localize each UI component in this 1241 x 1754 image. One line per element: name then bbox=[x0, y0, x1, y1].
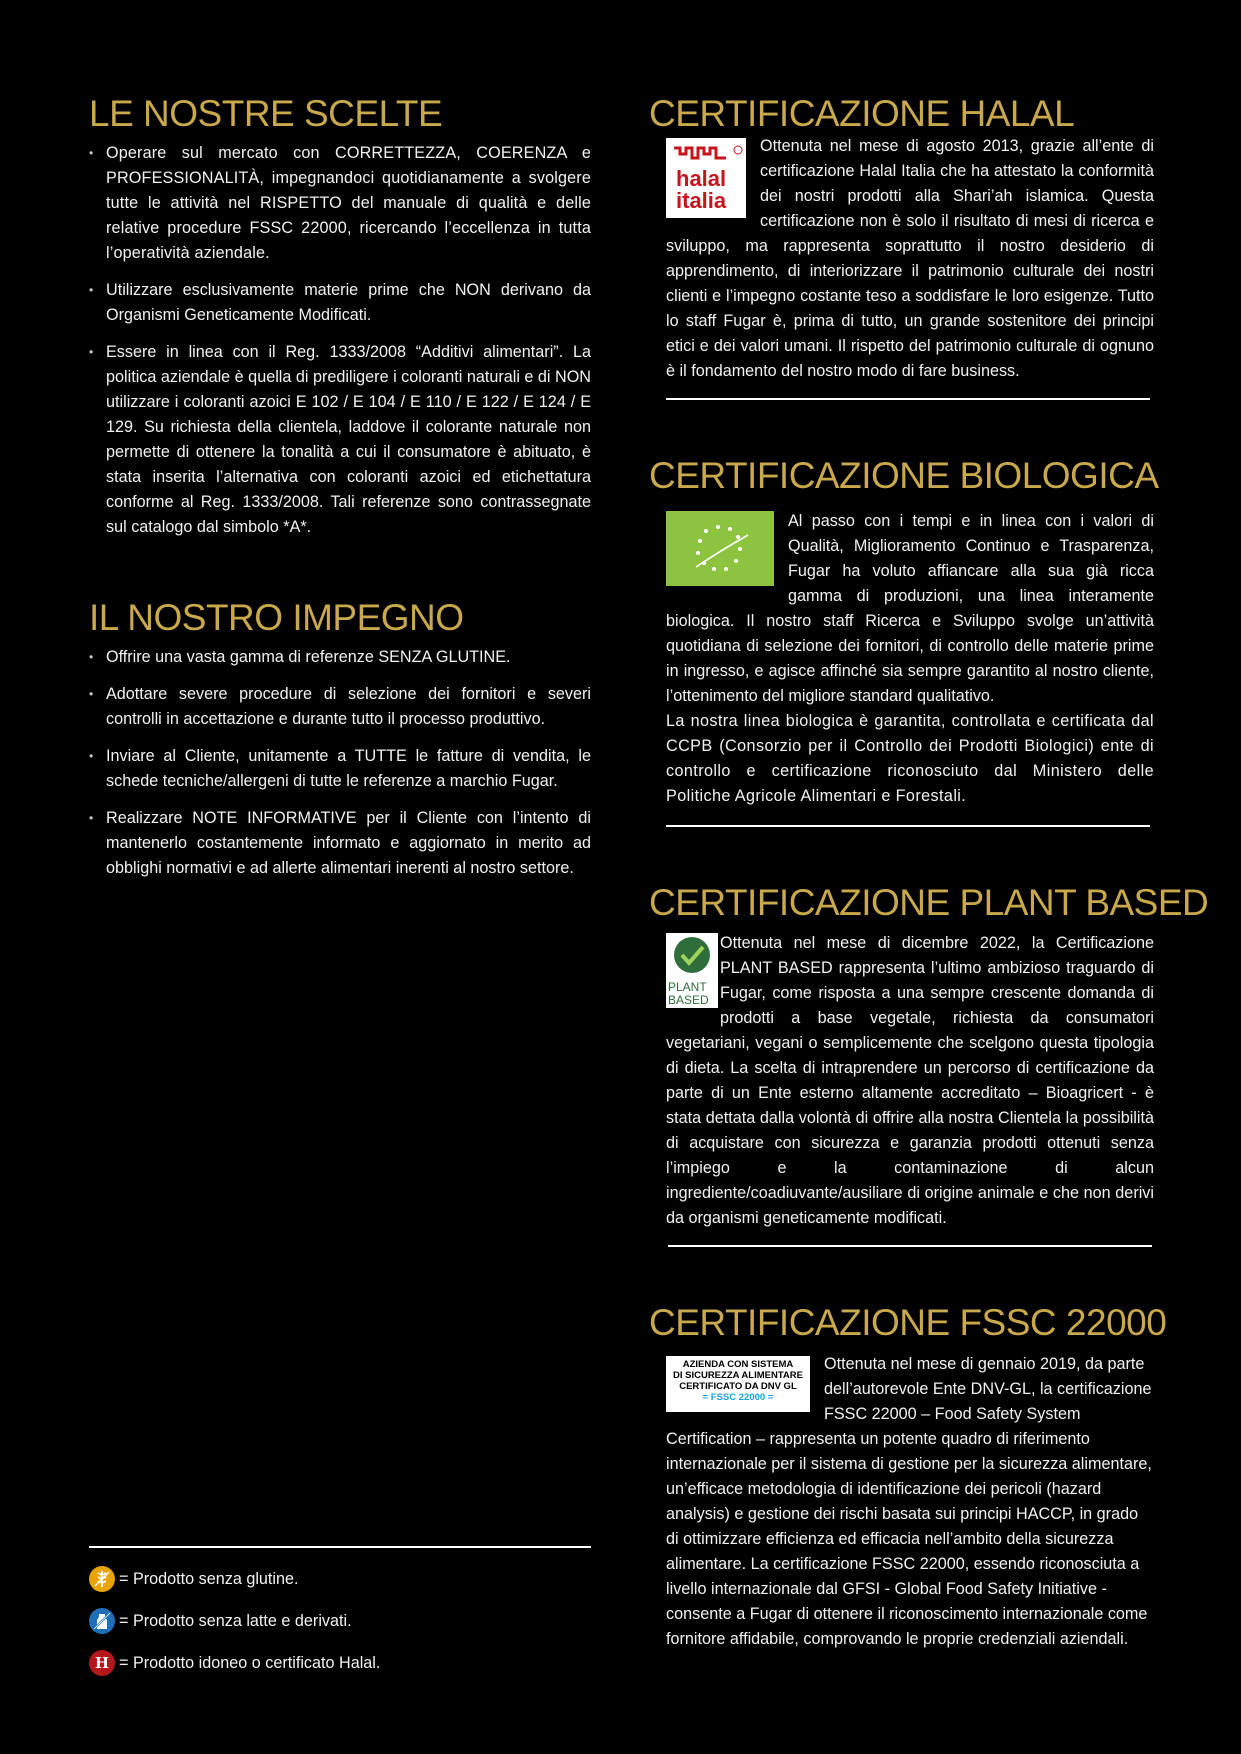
left-column bbox=[89, 92, 591, 893]
fssc-text: Ottenuta nel mese di gennaio 2019, da parte dell’autorevole Ente DNV-GL, la certificazione FSSC 22000 – Food Safety System Certification – rappresenta un potente quadro di riferimento internazionale per il sistema di gestione per la sicurezza alimentare, un’efficace metodologia di identificazione dei pericoli (hazard analysis) e gestione dei rischi basata sui principi HACCP, in grado di ottimizzare efficienza ed efficacia nell’ambito della sicurezza alimentare. La certificazione FSSC 22000, essendo riconosciuta a livello internazionale dal GFSI - Global Food Safety Initiative - consente a Fugar di ottenere il riconoscimento internazionale come fornitore affidabile, comprovando le proprie credenziali aziendali. bbox=[666, 1355, 1152, 1648]
bio-title: CERTIFICAZIONE BIOLOGICA bbox=[649, 455, 1159, 496]
italia-logo-text: italia bbox=[676, 188, 727, 213]
plant-section bbox=[666, 931, 1154, 1231]
legend-text: = Prodotto senza glutine. bbox=[119, 1569, 299, 1588]
legend-gluten-free bbox=[89, 1566, 591, 1592]
lactose-free-icon bbox=[89, 1608, 115, 1634]
right-column bbox=[649, 92, 1209, 1652]
fssc-title: CERTIFICAZIONE FSSC 22000 bbox=[649, 1302, 1167, 1343]
bio-text-2: La nostra linea biologica è garantita, controllata e certificata dal CCPB (Consorzio per il Controllo dei Prodotti Biologici) ente di controllo e certificazione riconosciuto dal Ministero delle Politiche Agricole Alimentari e Forestali. bbox=[666, 712, 1154, 805]
halal-divider bbox=[666, 398, 1150, 400]
list-item: • Offrire una vasta gamma di referenze SENZA GLUTINE. bbox=[89, 645, 591, 670]
halal-logo-text: halal bbox=[676, 166, 727, 191]
choices-list bbox=[89, 141, 591, 540]
list-item: • Operare sul mercato con CORRETTEZZA, COERENZA e PROFESSIONALITÀ, impegnandoci quotidianamente a svolgere tutte le attività nel RISPETTO del manuale di qualità e delle relative procedure FSSC 22000, ricercando l’eccellenza in tutta l’operatività aziendale. bbox=[89, 141, 591, 266]
eu-organic-leaf-logo bbox=[666, 511, 774, 586]
legend bbox=[89, 1546, 591, 1692]
gluten-free-icon bbox=[89, 1566, 115, 1592]
commitment-list bbox=[89, 645, 591, 881]
commitment-title: IL NOSTRO IMPEGNO bbox=[89, 597, 464, 638]
fssc-section bbox=[666, 1352, 1154, 1652]
legend-halal bbox=[89, 1650, 591, 1676]
legend-lactose-free bbox=[89, 1608, 591, 1634]
choices-title: LE NOSTRE SCELTE bbox=[89, 93, 443, 134]
halal-italia-logo bbox=[666, 138, 746, 218]
based-logo-text: BASED bbox=[668, 993, 709, 1007]
halal-h-icon bbox=[89, 1650, 115, 1676]
bio-divider bbox=[666, 825, 1150, 827]
fssc-logo-line: DI SICUREZZA ALIMENTARE bbox=[672, 1370, 803, 1381]
halal-text: Ottenuta nel mese di agosto 2013, grazie all’ente di certificazione Halal Italia che ha attestato la conformità dei nostri prodotti alla Shari’ah islamica. Questa certificazione non è solo il risultato di mesi di ricerca e sviluppo, ma rappresenta soprattutto il nostro desiderio di apprendimento, di interiorizzare il patrimonio culturale dei nostri clienti e l’impegno costante teso a soddisfare le loro esigenze. Tutto lo staff Fugar è, prima di tutto, un grande sostenitore dei principi etici e dei valori umani. Il rispetto del patrimonio culturale di ognuno è il fondamento del nostro modo di fare business. bbox=[666, 137, 1154, 380]
fssc-logo-line: CERTIFICATO DA DNV GL bbox=[679, 1381, 797, 1392]
halal-h-glyph: H bbox=[94, 1654, 110, 1672]
legend-text: = Prodotto senza latte e derivati. bbox=[119, 1611, 352, 1630]
list-item: • Essere in linea con il Reg. 1333/2008 “Additivi alimentari”. La politica aziendale è quella di prediligere i coloranti naturali e di NON utilizzare i coloranti azoici E 102 / E 104 / E 110 / E 122 / E 124 / E 129. Su richiesta della clientela, laddove il colorante naturale non permette di ottenere la tonalità a cui il consumatore è abituato, è stata inserita l’alternativa con coloranti azoici ed etichettatura conforme al Reg. 1333/2008. Tali referenze sono contrassegnate sul catalogo dal simbolo *A*. bbox=[89, 340, 591, 540]
bio-section bbox=[666, 509, 1154, 809]
halal-title: CERTIFICAZIONE HALAL bbox=[649, 93, 1075, 134]
legend-text: = Prodotto idoneo o certificato Halal. bbox=[119, 1653, 381, 1672]
list-item: • Inviare al Cliente, unitamente a TUTTE le fatture di vendita, le schede tecniche/allergeni di tutte le referenze a marchio Fugar. bbox=[89, 744, 591, 794]
halal-section bbox=[666, 134, 1154, 384]
plant-divider bbox=[668, 1245, 1152, 1247]
fssc-logo-badge: = FSSC 22000 = bbox=[702, 1392, 774, 1403]
plant-title: CERTIFICAZIONE PLANT BASED bbox=[649, 882, 1209, 923]
dnv-fssc-logo bbox=[666, 1356, 810, 1412]
plant-text: Ottenuta nel mese di dicembre 2022, la Certificazione PLANT BASED rappresenta l’ultimo ambizioso traguardo di Fugar, come risposta a una sempre crescente domanda di prodotti a base vegetale, richiesta da consumatori vegetariani, vegani o semplicemente che scelgono questa tipologia di dieta. La scelta di intraprendere un percorso di certificazione da parte di un Ente esterno altamente accreditato – Bioagricert - è stata dettata dalla volontà di offrire alla nostra Clientela la possibilità di acquistare con sicurezza e garanzia prodotti ottenuti senza l’impiego e la contaminazione di alcun ingrediente/coadiuvante/ausiliare di origine animale e che non derivi da organismi geneticamente modificati. bbox=[666, 934, 1154, 1227]
list-item: • Realizzare NOTE INFORMATIVE per il Cliente con l’intento di mantenerlo costantemente informato e aggiornato in merito ad obblighi normativi e ad allerte alimentari inerenti al nostro settore. bbox=[89, 806, 591, 881]
bio-text-1: Al passo con i tempi e in linea con i valori di Qualità, Miglioramento Continuo e Trasparenza, Fugar ha voluto affiancare alla sua già ricca gamma di produzioni, una linea interamente biologica. Il nostro staff Ricerca e Sviluppo svolge un’attività quotidiana di selezione dei fornitori, di controllo delle materie prime in ingresso, e agisce affinché sia sempre garantito al nostro cliente, l’ottenimento del migliore standard qualitativo. bbox=[666, 512, 1154, 705]
legend-divider bbox=[89, 1546, 591, 1548]
list-item: • Adottare severe procedure di selezione dei fornitori e severi controlli in accettazione e durante tutto il processo produttivo. bbox=[89, 682, 591, 732]
fssc-logo-line: AZIENDA CON SISTEMA bbox=[682, 1359, 794, 1370]
plant-based-logo bbox=[666, 933, 718, 1008]
list-item: • Utilizzare esclusivamente materie prime che NON derivano da Organismi Geneticamente Modificati. bbox=[89, 278, 591, 328]
plant-logo-text: PLANT bbox=[668, 980, 707, 994]
